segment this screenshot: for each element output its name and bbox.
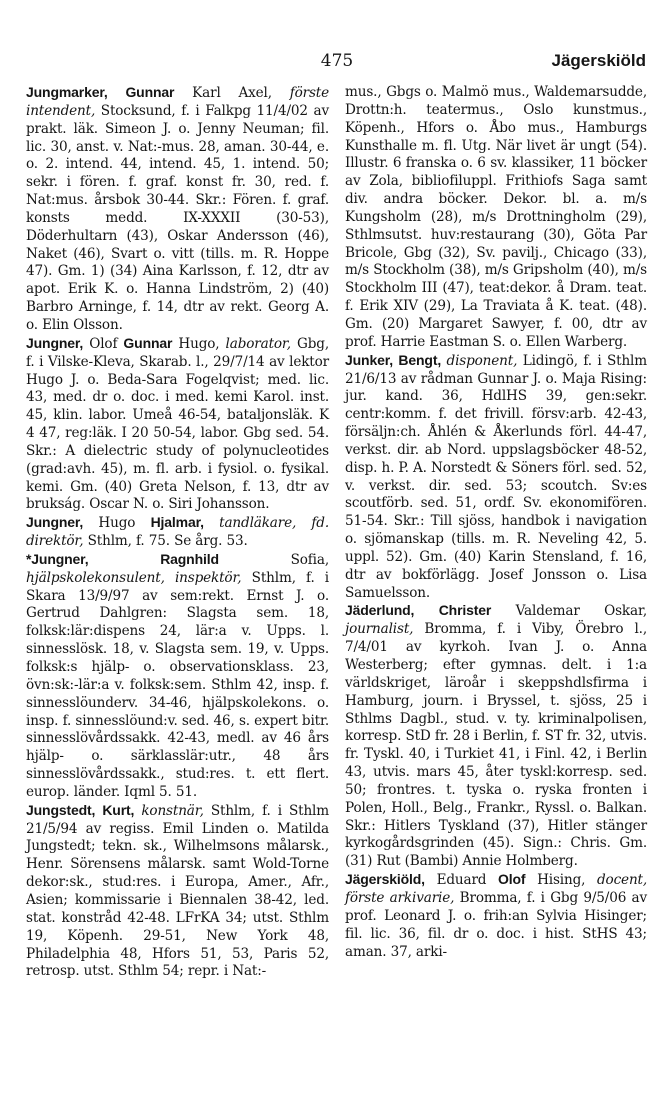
entry-role: konstnär,: [141, 802, 204, 819]
page-number: 475: [320, 51, 354, 71]
right-column: [345, 84, 647, 961]
entry-surname: Jungmarker,: [26, 84, 108, 100]
entry-jungstedt-kurt: [26, 802, 329, 981]
entry-role: docent, förste arkivarie,: [345, 872, 648, 906]
entry-role: journalist,: [345, 621, 414, 638]
entry-given-rest: Hising,: [537, 872, 586, 889]
entry-given-pre: Hugo: [98, 515, 136, 532]
entry-jungner-hjalmar: [26, 514, 329, 551]
entry-continuation: [345, 84, 647, 352]
entry-given-rest: Valdemar Oskar,: [515, 603, 647, 620]
entry-surname: Jungner,: [26, 334, 84, 351]
entry-text: mus., Gbgs o. Malmö mus., Waldemarsudde, Drottn:h. teatermus., Oslo kunstmus., Köpenh., Hfors o. Åbo mus., Hamburgs Kunsthalle m. fl. Utg. När livet är ungt (54). Illustr. 6 franska o. 6 sv. klassiker, 11 böcker av Zola, bibliofiluppl. Frithiofs Saga samt div. andra böcker. Dekor. bl. a. m/s Kungsholm (28), m/s Drottningholm (29), Sthlmsutst. huv:restaurang (30), Göta Par Bricole, Gbg (32), Sv. pavilj., Chicago (33), m/s Stockholm (38), m/s Gripsholm (40), m/s Stockholm III (47), teat:dekor. å Dram. teat. f. Erik XIV (29), La Traviata å K. teat. (48). Gm. (20) Margaret Sawyer, f. 00, dtr av prof. Harrie Eastman S. o. Ellen Warberg.: [345, 84, 647, 350]
entry-text: Gbg, f. i Vilske-Kleva, Skarab. l., 29/7/14 av lektor Hugo J. o. Beda-Sara Fogelqvist; med. lic. 43, med. dr o. doc. i med. kemi Karol. inst. 45, klin. labor. Umeå 46-54, bataljonsläk. K 4 47, reg:läk. I 20 50-54, labor. Gbg sed. 54. Skr.: A dielectric study of polynucleotides (grad:avh. 45), m. fl. arb. i fysiol. o. fysikal. kemi. Gm. (40) Greta Nelson, f. 13, dtr av brukság. Oscar N. o. Siri Johansson.: [26, 335, 330, 513]
left-column: [26, 84, 329, 981]
entry-given-pre: Olof: [89, 335, 118, 352]
entry-role: tandläkare, fd. direktör,: [26, 515, 330, 550]
entry-given-bold: Hjalmar,: [150, 514, 204, 531]
entry-surname: Junker,: [345, 351, 393, 368]
entry-role: laborator,: [225, 335, 291, 352]
running-head: Jägerskiöld: [551, 51, 646, 70]
entry-junker-bengt: [345, 352, 647, 603]
entry-jungner-gunnar: [26, 335, 329, 514]
entry-given-bold: Gunnar: [125, 84, 175, 100]
entry-text: Bromma, f. i Gbg 9/5/06 av prof. Leonard J. o. frih:an Sylvia Hisinger; fil. lic. 36, fil. dr o. doc. i hist. StHS 43; aman. 37, arki-: [345, 889, 647, 960]
entry-role: disponent,: [446, 352, 518, 369]
entry-surname: Jungstedt,: [26, 801, 96, 818]
entry-given-bold: Olof: [498, 871, 526, 888]
entry-given-rest: Sofia,: [290, 551, 330, 568]
entry-text: Lidingö, f. i Sthlm 21/6/13 av rådman Gunnar J. o. Maja Rising: jur. kand. 36, HdlHS 39, gen:sekr. centr:komm. f. det frivill. försv:arb. 42-43, försäljn:ch. Åhlén & Åkerlunds förl. 44-47, verkst. dir. ab Nord. uppslagsböcker 48-52, disp. h. P. A. Norstedt & Söners förl. sed. 52, v. verkst. dir. sed. 53; scoutch. Sv:es scoutförb. sed. 51, ordf. Sv. ekonomifören. 51-54. Skr.: Till sjöss, handbok i navigation o. sjömanskap (tills. m. R. Neveling 42, 5. uppl. 52). Gm. (40) Karin Stensland, f. 16, dtr av bokförlägg. Josef Jonsson o. Lisa Samuelsson.: [345, 352, 647, 601]
entry-given-bold: Kurt,: [102, 801, 135, 818]
entry-given-bold: Bengt,: [398, 351, 442, 368]
entry-given-pre: Eduard: [436, 872, 487, 889]
entry-given-rest: Hugo,: [178, 335, 220, 352]
entry-text: Sthlm, f. 75. Se årg. 53.: [87, 533, 248, 550]
entry-text: Stocksund, f. i Falkpg 11/4/02 av prakt. läk. Simeon J. o. Jenny Neuman; fil. lic. 30, anst. v. Nat:-mus. 28, aman. 30-44, e. o. 2. intend. 44, intend. 45, 1. intend. 50; sekr. i fören. f. graf. konst fr. 30, red. f. Nat:mus. årsbok 30-44. Skr.: Fören. f. graf. konsts medd. IX-XXXII (30-53), Döderhultarn (43), Oskar Andersson (46), Naket (46), Svart o. vitt (tills. m. R. Hoppe 47). Gm. 1) (34) Aina Karlsson, f. 12, dtr av apot. Erik K. o. Hanna Lindström, 2) (40) Barbro Arninge, f. 14, dtr av rekt. Georg A. o. Elin Olsson.: [26, 102, 330, 333]
entry-given-rest: Karl Axel,: [192, 85, 272, 101]
entry-surname: Jägerskiöld,: [345, 871, 425, 888]
entry-role: förste intendent,: [26, 85, 330, 119]
entry-surname: Jäderlund,: [345, 602, 415, 619]
entry-given-bold: Ragnhild: [160, 550, 219, 567]
entry-role: hjälpskolekonsulent, inspektör,: [26, 569, 242, 586]
entry-text: Bromma, f. i Viby, Örebro l., 7/4/01 av kyrkoh. Ivan J. o. Anna Westerberg; efter gymnas. delt. i 1:a världskriget, läroår i skeppshdlsfirma i Hamburg, journ. i Bryssel, t. sjöss, 25 i Sthlms Dagbl., stud. v. ty. kriminalpolisen, korresp. StD fr. 28 i Berlin, f. ST fr. 32, utvis. fr. Tyskl. 40, i Turkiet 41, i Finl. 42, i Berlin 43, utvis. mars 45, åter tyskl:korresp. sed. 50; frontres. t. tyska o. ryska fronten i Polen, Holl., Belg., Frankr., Ryssl. o. Balkan. Skr.: Hitlers Tyskland (37), Hitler stänger kyrkogårdsgrinden (45). Sign.: Chris. Gm. (31) Rut (Bambi) Annie Holmberg.: [345, 621, 648, 870]
entry-text: Sthlm, f. i Sthlm 21/5/94 av regiss. Emil Linden o. Matilda Jungstedt; tekn. sk., Wilhelmsons målarsk., Henr. Sörensens målarsk. samt Wold-Torne dekor:sk., stud:res. i Europa, Amer., Afr., Asien; kommissarie i Biennalen 38-42, led. stat. konstråd 42-48. LFrKA 34; utst. Sthlm 19, Köpenh. 29-51, New York 48, Philadelphia 48, Hfors 51, 53, Paris 52, retrosp. utst. Sthlm 54; repr. i Nat:-: [26, 802, 329, 980]
entry-surname: Jungner,: [26, 514, 84, 531]
entry-given-bold: Christer: [438, 602, 492, 619]
entry-jungmarker-gunnar: [26, 84, 329, 335]
entry-text: Sthlm, f. i Skara 13/9/97 av sem:rekt. Ernst J. o. Gertrud Dahlgren: Slagsta sem. 18, folksk:lär:dispens 24, lär:a v. Upps. l. sinnesslösk. 18, v. Slagsta sem. 19, v. Upps. folksk:s hjälp- o. observationsklass. 23, övn:sk:-lär:a v. folksk:sem. Sthlm 42, insp. f. sinnesslöunderv. 34-46, hjälpskolekons. o. insp. f. sinnesslöund:v. sed. 46, s. expert bitr. sinnesslövårdssakk. 42-43, medl. av 46 års hjälp- o. särklasslär:utr., 48 års sinnesslövårdssakk., stud:res. t. ett flert. europ. länder. Iqml 5. 51.: [26, 569, 329, 800]
entry-surname: *Jungner,: [26, 550, 89, 567]
entry-jungner-ragnhild: [26, 551, 329, 802]
entry-jagerskiold-olof: [345, 871, 647, 961]
entry-given-bold: Gunnar: [123, 334, 173, 351]
entry-jaderlund-christer: [345, 602, 647, 871]
